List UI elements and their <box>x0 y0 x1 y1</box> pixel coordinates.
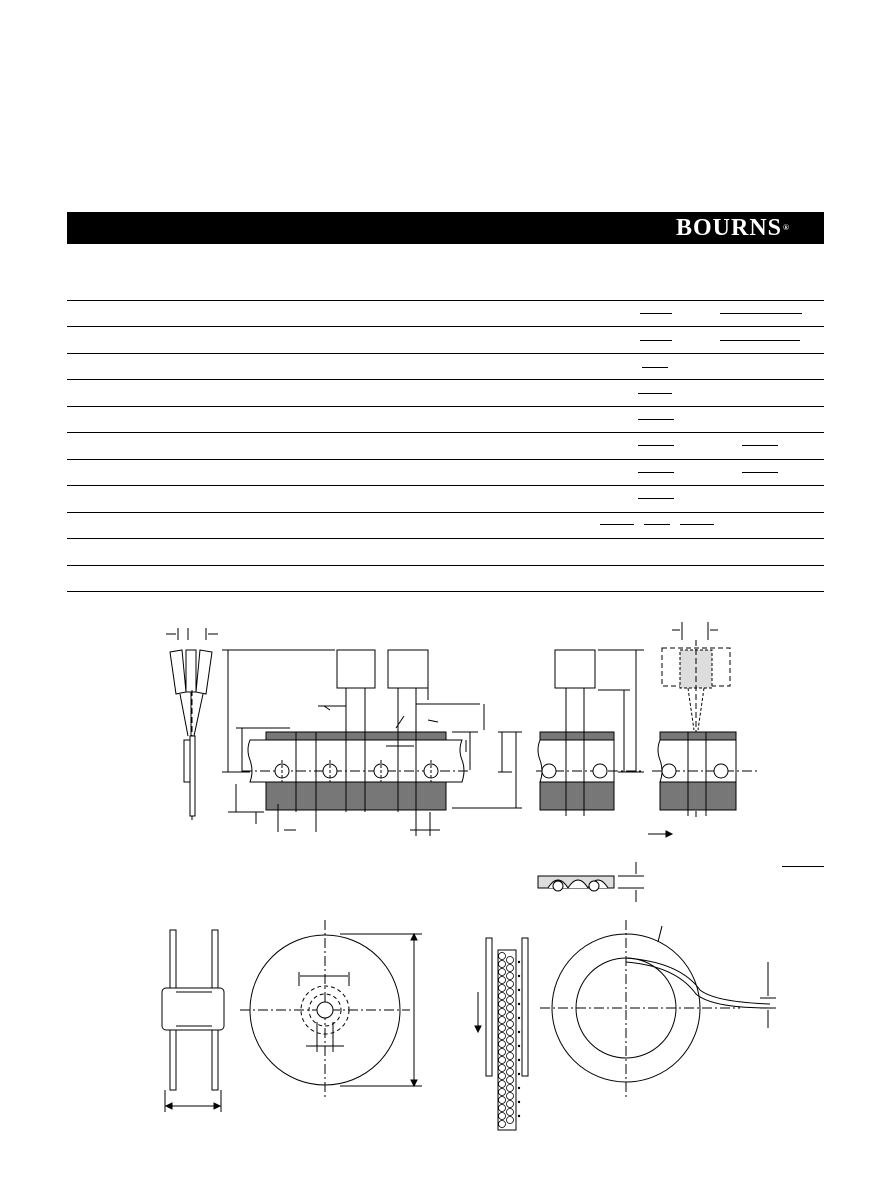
reel-front-view <box>240 920 422 1100</box>
side-view-drawing <box>166 628 218 820</box>
tape-segment-tilt <box>648 622 760 837</box>
tape-front-view <box>222 650 522 836</box>
fanfold-pack-side <box>475 938 528 1130</box>
reel-side-view <box>162 930 224 1112</box>
tape-segment-right <box>536 650 644 816</box>
tape-cross-section <box>538 862 644 902</box>
brand-name: BOURNS <box>675 215 783 241</box>
reel-feed-view <box>540 920 776 1100</box>
registered-mark: ® <box>783 223 790 232</box>
